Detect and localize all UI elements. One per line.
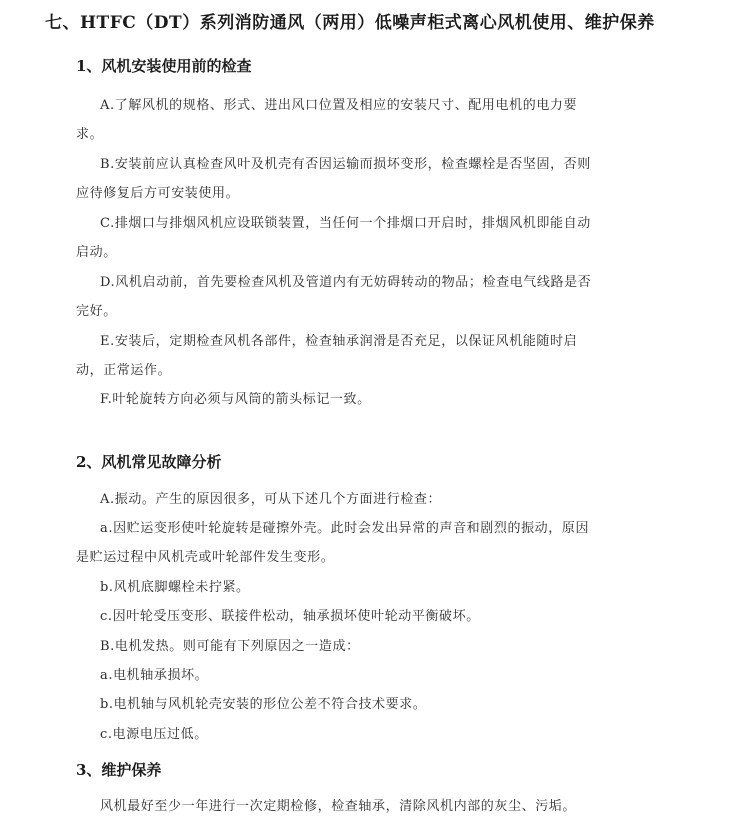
paragraph-line: D.风机启动前，首先要检查风机及管道内有无妨碍转动的物品；检查电气线路是否 [100,275,592,290]
paragraph-line: B.电机发热。则可能有下列原因之一造成： [100,639,360,654]
paragraph-line: E.安装后，定期检查风机各部件，检查轴承润滑是否充足，以保证风机能随时启 [100,334,578,349]
paragraph-line: 求。 [76,127,104,142]
paragraph-line: a.电机轴承损坏。 [100,668,209,683]
section-heading-3: 3、维护保养 [76,761,162,779]
paragraph-line: A.了解风机的规格、形式、进出风口位置及相应的安装尺寸、配用电机的电力要 [100,98,578,113]
paragraph-line: 完好。 [76,304,117,319]
section-heading-2: 2、风机常见故障分析 [76,453,222,471]
paragraph-line: 动，正常运作。 [76,363,172,378]
paragraph-line: C.排烟口与排烟风机应设联锁装置，当任何一个排烟口开启时，排烟风机即能自动 [100,216,591,231]
paragraph-line: b.风机底脚螺栓未拧紧。 [100,580,250,595]
section-heading-1: 1、风机安装使用前的检查 [76,57,252,75]
paragraph-line: a.因贮运变形使叶轮旋转是碰擦外壳。此时会发出异常的声音和剧烈的振动，原因 [100,521,590,536]
paragraph-line: 风机最好至少一年进行一次定期检修，检查轴承，清除风机内部的灰尘、污垢。 [100,799,577,814]
paragraph-line: A.振动。产生的原因很多，可从下述几个方面进行检查： [100,492,442,507]
paragraph-line: B.安装前应认真检查风叶及机壳有否因运输而损坏变形，检查螺栓是否坚固，否则 [100,157,591,172]
paragraph-line: c.因叶轮受压变形、联接件松动，轴承损坏使叶轮动平衡破坏。 [100,609,480,624]
paragraph-line: b.电机轴与风机轮壳安装的形位公差不符合技术要求。 [100,697,427,712]
paragraph-line: c.电源电压过低。 [100,727,208,742]
document-title: 七、HTFC（DT）系列消防通风（两用）低噪声柜式离心风机使用、维护保养 [45,13,655,33]
paragraph-line: 应待修复后方可安装使用。 [76,186,240,201]
paragraph-line: F.叶轮旋转方向必须与风筒的箭头标记一致。 [100,392,371,407]
paragraph-line: 启动。 [76,245,117,260]
paragraph-line: 是贮运过程中风机壳或叶轮部件发生变形。 [76,550,335,565]
